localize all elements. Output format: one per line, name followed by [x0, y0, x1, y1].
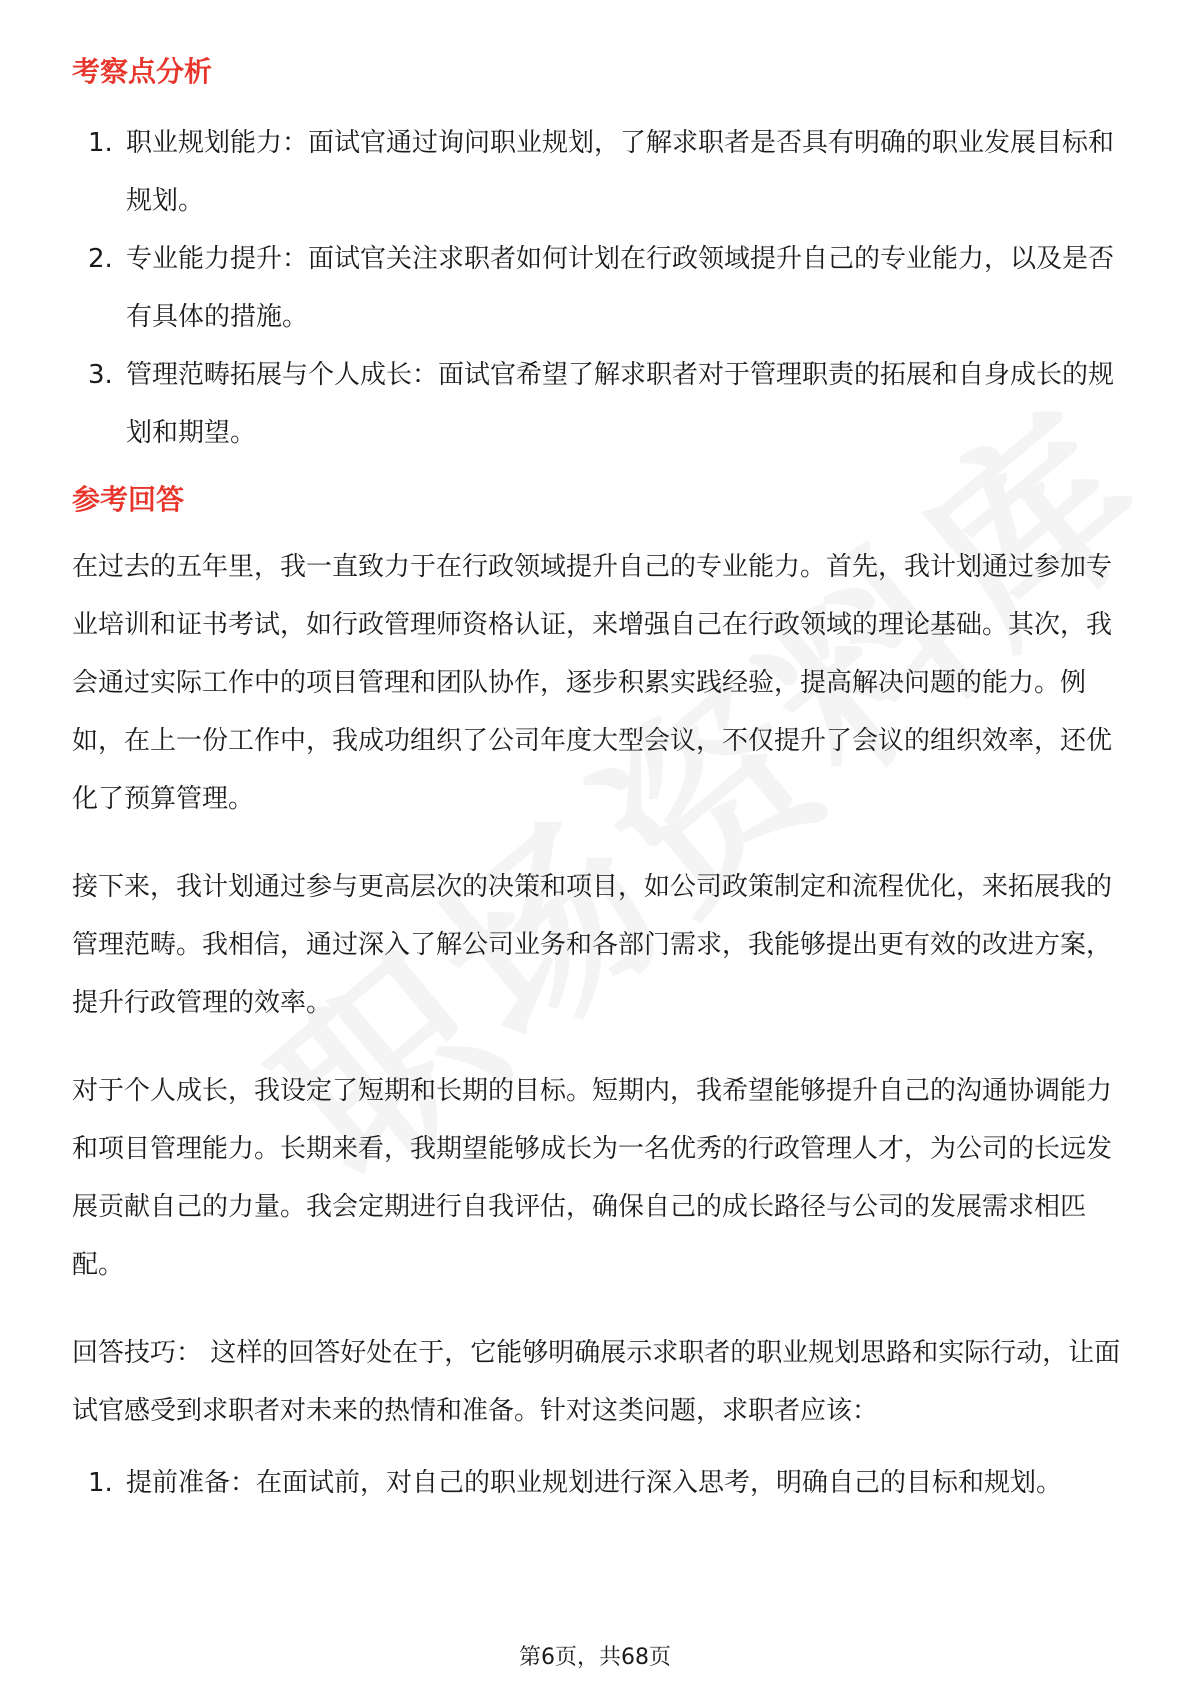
tips-intro-paragraph: 回答技巧： 这样的回答好处在于，它能够明确展示求职者的职业规划思路和实际行动，让面试官感受到求职者对未来的热情和准备。针对这类问题，求职者应该：: [72, 1338, 1121, 1426]
answer-paragraph: 接下来，我计划通过参与更高层次的决策和项目，如公司政策制定和流程优化，来拓展我的管理范畴。我相信，通过深入了解公司业务和各部门需求，我能够提出更有效的改进方案，提升行政管理的效率。: [72, 872, 1113, 1018]
list-item: [72, 114, 1122, 230]
list-item: [72, 346, 1122, 462]
list-number: 3.: [88, 360, 113, 390]
list-text: 提前准备：在面试前，对自己的职业规划进行深入思考，明确自己的目标和规划。: [126, 1468, 1063, 1498]
page-footer: 第6页，共68页: [519, 1645, 671, 1670]
answer-paragraph: 在过去的五年里，我一直致力于在行政领域提升自己的专业能力。首先，我计划通过参加专业培训和证书考试，如行政管理师资格认证，来增强自己在行政领域的理论基础。其次，我会通过实际工作中的项目管理和团队协作，逐步积累实践经验，提高解决问题的能力。例如，在上一份工作中，我成功组织了公司年度大型会议，不仅提升了会议的组织效率，还优化了预算管理。: [72, 552, 1113, 814]
list-item: [72, 1454, 1122, 1512]
list-text: 专业能力提升：面试官关注求职者如何计划在行政领域提升自己的专业能力，以及是否有具体的措施。: [126, 244, 1115, 332]
section-title-analysis: 考察点分析: [72, 55, 213, 88]
list-text: 管理范畴拓展与个人成长：面试官希望了解求职者对于管理职责的拓展和自身成长的规划和期望。: [126, 360, 1115, 448]
tips-list: [72, 1454, 1122, 1512]
list-text: 职业规划能力：面试官通过询问职业规划，了解求职者是否具有明确的职业发展目标和规划。: [126, 128, 1115, 216]
list-number: 2.: [88, 244, 113, 274]
document-page: [72, 44, 1122, 1512]
list-item: [72, 230, 1122, 346]
list-number: 1.: [88, 128, 113, 158]
answer-paragraph: 对于个人成长，我设定了短期和长期的目标。短期内，我希望能够提升自己的沟通协调能力和项目管理能力。长期来看，我期望能够成长为一名优秀的行政管理人才，为公司的长远发展贡献自己的力量。我会定期进行自我评估，确保自己的成长路径与公司的发展需求相匹配。: [72, 1076, 1113, 1280]
list-number: 1.: [88, 1468, 113, 1498]
section-title-answer: 参考回答: [72, 483, 185, 516]
analysis-list: [72, 114, 1122, 462]
